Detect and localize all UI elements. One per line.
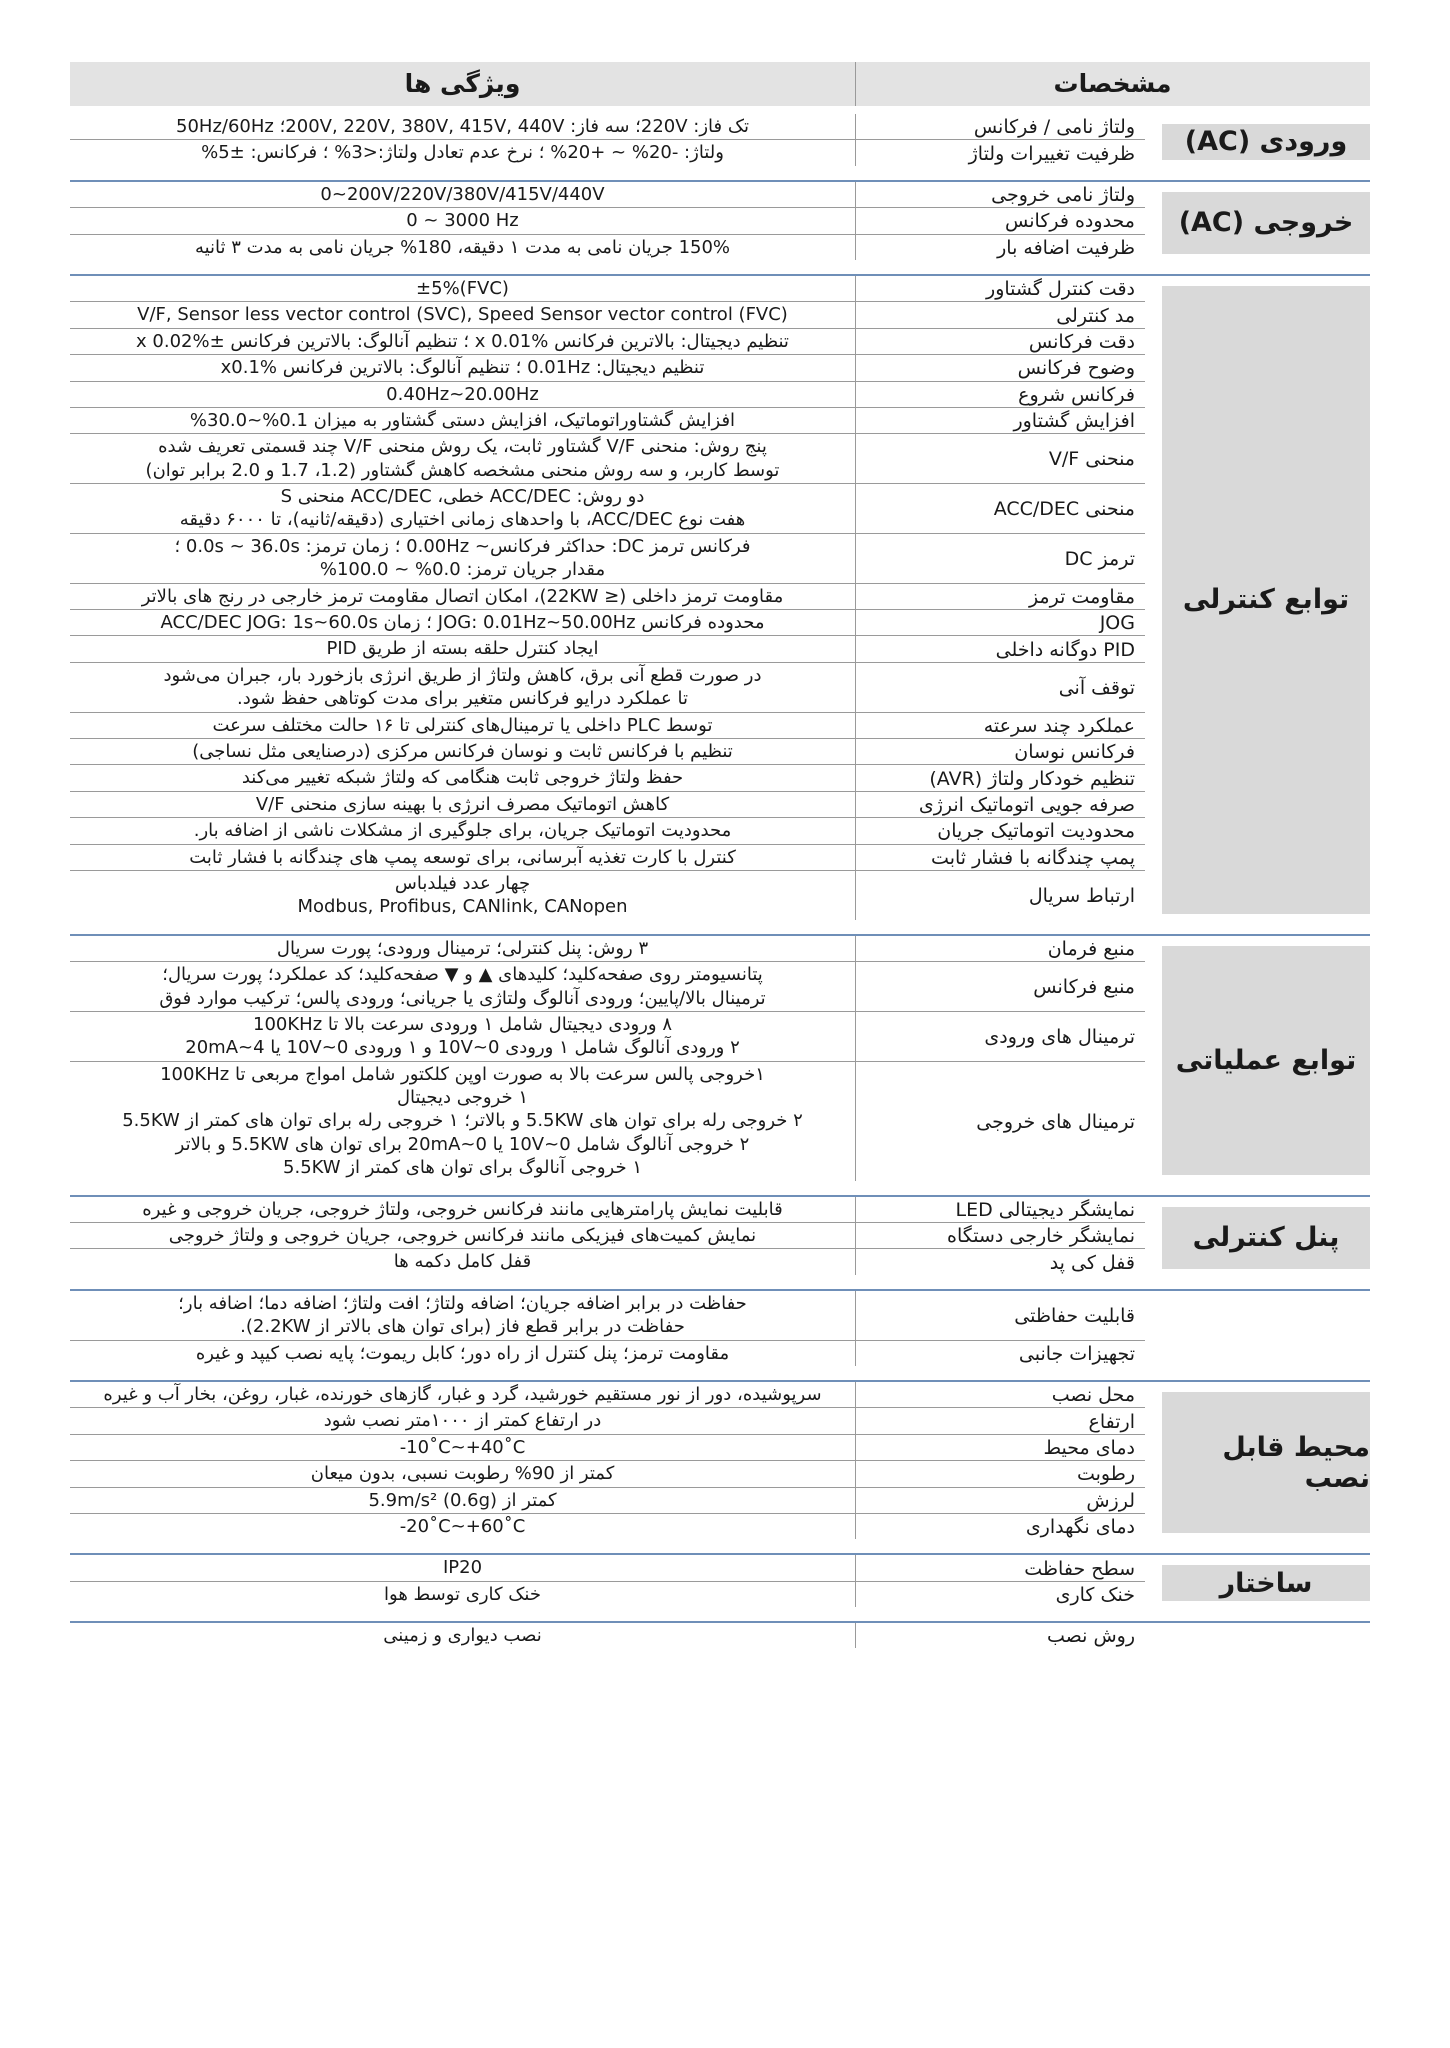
table-row <box>70 1555 1145 1581</box>
feature-line: -10˚C~+40˚C <box>399 1436 526 1458</box>
table-row <box>70 276 1145 302</box>
spec-label: ارتباط سریال <box>1028 884 1135 907</box>
table-row <box>70 114 1145 140</box>
feature-cell <box>70 302 855 327</box>
table-row <box>70 584 1145 610</box>
feature-line: تنظیم با فرکانس ثابت و نوسان فرکانس مرکزی (درصنایعی مثل نساجی) <box>192 740 733 762</box>
spec-label: فرکانس نوسان <box>1014 741 1135 764</box>
feature-cell <box>70 1488 855 1513</box>
table-row <box>70 355 1145 381</box>
section-rows <box>70 114 1145 166</box>
feature-cell <box>70 871 855 920</box>
feature-line: V/F, Sensor less vector control (SVC), Speed Sensor vector control (FVC) <box>137 304 788 326</box>
feature-line: ۱ خروجی آنالوگ برای توان های کمتر از 5.5KW <box>283 1157 642 1179</box>
feature-cell <box>70 208 855 233</box>
table-row <box>70 208 1145 234</box>
feature-cell <box>70 663 855 712</box>
feature-cell <box>70 1555 855 1580</box>
spec-label: توقف آنی <box>1058 676 1135 699</box>
feature-line: مقاومت ترمز داخلی (≤ 22KW)، امکان اتصال مقاومت ترمز خارجی در رنج های بالاتر <box>141 585 784 607</box>
feature-cell <box>70 636 855 661</box>
feature-cell <box>70 1197 855 1222</box>
section-title: پنل کنترلی <box>1162 1207 1370 1269</box>
sections-container <box>70 114 1370 1648</box>
table-row <box>70 610 1145 636</box>
spec-label: منحنی ACC/DEC <box>993 498 1135 521</box>
table-header <box>70 62 1370 106</box>
spec-label: روش نصب <box>1046 1625 1135 1648</box>
table-row <box>70 636 1145 662</box>
table-row <box>70 329 1145 355</box>
section-title: محیط قابل نصب <box>1162 1392 1370 1533</box>
section-title: خروجی (AC) <box>1162 192 1370 254</box>
feature-cell <box>70 1514 855 1539</box>
spec-label: نمایشگر دیجیتالی LED <box>955 1198 1135 1221</box>
feature-cell <box>70 936 855 961</box>
table-row <box>70 1461 1145 1487</box>
spec-label: ترمز DC <box>1064 547 1135 570</box>
feature-cell <box>70 1249 855 1274</box>
spec-label: محدودیت اتوماتیک جریان <box>937 820 1135 843</box>
feature-cell <box>70 962 855 1011</box>
table-row <box>70 962 1145 1012</box>
feature-cell <box>70 276 855 301</box>
table-row <box>70 1582 1145 1607</box>
feature-cell <box>70 408 855 433</box>
feature-line: ۳ روش: پنل کنترلی؛ ترمینال ورودی؛ پورت سریال <box>276 937 649 959</box>
table-row <box>70 1514 1145 1539</box>
feature-cell <box>70 1291 855 1340</box>
feature-line: ترمینال بالا/پایین؛ ورودی آنالوگ ولتاژی یا جریانی؛ ورودی پالس؛ ترکیب موارد فوق <box>159 987 766 1009</box>
table-row <box>70 382 1145 408</box>
feature-line: پتانسیومتر روی صفحه‌کلید؛ کلیدهای ▲ و ▼ صفحه‌کلید؛ کد عملکرد؛ پورت سریال؛ <box>162 964 763 986</box>
feature-line: خنک کاری توسط هوا <box>384 1583 541 1605</box>
spec-label: قابلیت حفاظتی <box>1014 1304 1135 1327</box>
feature-line: تک فاز: 220V؛ سه فاز: 200V, 220V, 380V, 415V, 440V؛ 50Hz/60Hz <box>176 116 749 137</box>
feature-line: کاهش اتوماتیک مصرف انرژی با بهینه سازی منحنی V/F <box>255 793 670 815</box>
feature-line: چهار عدد فیلدباس <box>394 872 531 894</box>
spec-table <box>70 62 1370 1662</box>
feature-cell <box>70 584 855 609</box>
feature-line: پنج روش: منحنی V/F گشتاور ثابت، یک روش منحنی V/F چند قسمتی تعریف شده <box>158 436 767 458</box>
feature-cell <box>70 355 855 380</box>
feature-line: هفت نوع ACC/DEC، با واحدهای زمانی اختیاری (دقیقه/ثانیه)، تا ۶۰۰۰ دقیقه <box>179 509 746 531</box>
table-row <box>70 1223 1145 1249</box>
spec-label: قفل کی پد <box>1049 1251 1135 1274</box>
table-row <box>70 663 1145 713</box>
feature-line: توسط PLC داخلی یا ترمینال‌های کنترلی تا ۱۶ حالت مختلف سرعت <box>212 714 713 736</box>
feature-cell <box>70 484 855 533</box>
feature-line: حفاظت در برابر قطع فاز (برای توان های بالاتر از 2.2KW). <box>240 1316 685 1338</box>
spec-label: سطح حفاظت <box>1024 1557 1135 1580</box>
feature-cell <box>70 792 855 817</box>
table-row <box>70 1435 1145 1461</box>
table-row <box>70 1062 1145 1181</box>
feature-line: 0~200V/220V/380V/415V/440V <box>320 183 605 205</box>
spec-label: ترمینال های ورودی <box>984 1025 1135 1048</box>
spec-label: پمپ چندگانه با فشار ثابت <box>931 846 1135 869</box>
feature-line: کنترل با کارت تغذیه آبرسانی، برای توسعه پمپ های چندگانه با فشار ثابت <box>189 846 736 868</box>
section <box>70 1621 1370 1648</box>
feature-line: قفل کامل دکمه ها <box>393 1251 532 1273</box>
section-title: توابع کنترلی <box>1162 286 1370 914</box>
feature-line: ۸ ورودی دیجیتال شامل ۱ ورودی سرعت بالا تا 100KHz <box>253 1013 672 1035</box>
feature-cell <box>70 140 855 165</box>
spec-label: محل نصب <box>1051 1384 1135 1407</box>
spec-label: دمای نگهداری <box>1025 1516 1135 1539</box>
section <box>70 1380 1370 1539</box>
feature-cell <box>70 1223 855 1248</box>
feature-line: 0.40Hz~20.00Hz <box>386 383 539 405</box>
section-title: توابع عملیاتی <box>1162 946 1370 1175</box>
section-rows <box>70 1623 1145 1648</box>
section-rows <box>70 1555 1145 1607</box>
table-row <box>70 434 1145 484</box>
feature-line: در صورت قطع آنی برق، کاهش ولتاژ از طریق انرژی بازخورد بار، جبران می‌شود <box>163 664 762 686</box>
spec-label: ترمینال های خروجی <box>976 1110 1135 1133</box>
section-rows <box>70 182 1145 260</box>
feature-line: تنظیم دیجیتال: بالاترین فرکانس x 0.01% ؛ تنظیم آنالوگ: بالاترین فرکانس x 0.02%± <box>136 330 789 352</box>
table-row <box>70 845 1145 871</box>
feature-cell <box>70 739 855 764</box>
table-row <box>70 182 1145 208</box>
feature-cell <box>70 1341 855 1366</box>
spec-label: ظرفیت اضافه بار <box>997 236 1135 259</box>
feature-line: کمتر از 90% رطوبت نسبی، بدون میعان <box>310 1463 615 1485</box>
section-title: ورودی (AC) <box>1162 124 1370 160</box>
spec-label: نمایشگر خارجی دستگاه <box>947 1225 1135 1248</box>
spec-label: منحنی V/F <box>1048 448 1135 471</box>
spec-label: تنظیم خودکار ولتاژ (AVR) <box>929 767 1135 790</box>
table-row <box>70 1623 1145 1648</box>
feature-line: محدودیت اتوماتیک جریان، برای جلوگیری از مشکلات ناشی از اضافه بار. <box>193 820 732 842</box>
feature-line: ۱ خروجی دیجیتال <box>396 1087 529 1109</box>
section-title: ساختار <box>1162 1565 1370 1601</box>
feature-cell <box>70 1012 855 1061</box>
spec-label: ولتاژ نامی خروجی <box>991 184 1135 207</box>
feature-line: کمتر از 5.9m/s² (0.6g) <box>368 1489 557 1511</box>
feature-cell <box>70 765 855 790</box>
feature-line: ولتاژ: -20% ~ +20% ؛ نرخ عدم تعادل ولتاژ:<3% ؛ فرکانس: ±5% <box>201 142 724 164</box>
feature-line: ۲ ورودی آنالوگ شامل ۱ ورودی 0~10V و ۱ ورودی 0~10V یا 4~20mA <box>185 1037 740 1059</box>
feature-line: ۲ خروجی آنالوگ شامل 0~10V یا 0~20mA برای توان های 5.5KW و بالاتر <box>175 1133 750 1155</box>
section <box>70 1195 1370 1275</box>
feature-line: حفاظت در برابر اضافه جریان؛ اضافه ولتاژ؛ افت ولتاژ؛ اضافه دما؛ اضافه بار؛ <box>178 1292 747 1314</box>
table-row <box>70 1291 1145 1341</box>
spec-label: محدوده فرکانس <box>1005 210 1135 233</box>
feature-line: سرپوشیده، دور از نور مستقیم خورشید، گرد و غبار، گازهای خورنده، غبار، روغن، بخار آب و غیره <box>103 1383 822 1405</box>
table-row <box>70 1012 1145 1062</box>
spec-label: ولتاژ نامی / فرکانس <box>973 116 1135 139</box>
feature-cell <box>70 1623 855 1648</box>
feature-cell <box>70 382 855 407</box>
section <box>70 274 1370 920</box>
feature-line: ایجاد کنترل حلقه بسته از طریق PID <box>326 638 599 660</box>
feature-cell <box>70 610 855 635</box>
table-row <box>70 302 1145 328</box>
feature-line: در ارتفاع کمتر از ۱۰۰۰متر نصب شود <box>323 1410 602 1432</box>
section-rows <box>70 1291 1145 1366</box>
table-row <box>70 534 1145 584</box>
feature-line: تنظیم دیجیتال: 0.01Hz ؛ تنظیم آنالوگ: بالاترین فرکانس x0.1% <box>220 357 705 379</box>
table-row <box>70 739 1145 765</box>
feature-cell <box>70 182 855 207</box>
feature-line: مقدار جریان ترمز: 0.0% ~ 100.0% <box>319 559 606 581</box>
feature-cell <box>70 235 855 260</box>
table-row <box>70 1341 1145 1366</box>
specs-column-header: مشخصات <box>1053 69 1172 98</box>
feature-cell <box>70 1062 855 1181</box>
feature-line: نصب دیواری و زمینی <box>383 1625 542 1647</box>
table-row <box>70 871 1145 920</box>
feature-line: 150% جریان نامی به مدت ۱ دقیقه، 180% جریان نامی به مدت ۳ ثانیه <box>194 236 731 258</box>
table-row <box>70 140 1145 165</box>
feature-line: افزایش گشتاوراتوماتیک، افزایش دستی گشتاور به میزان 0.1%~30.0% <box>189 409 736 431</box>
feature-cell <box>70 434 855 483</box>
feature-line: دو روش: ACC/DEC خطی، ACC/DEC منحنی S <box>280 486 645 508</box>
table-row <box>70 818 1145 844</box>
section <box>70 180 1370 260</box>
section-rows <box>70 936 1145 1181</box>
feature-line: 0 ~ 3000 Hz <box>406 210 519 232</box>
section <box>70 934 1370 1181</box>
spec-label: ارتفاع <box>1088 1410 1135 1433</box>
section-rows <box>70 1197 1145 1275</box>
table-row <box>70 1197 1145 1223</box>
feature-line: Modbus, Profibus, CANlink, CANopen <box>297 896 628 918</box>
feature-cell <box>70 1435 855 1460</box>
section <box>70 1289 1370 1366</box>
spec-label: تجهیزات جانبی <box>1018 1342 1135 1365</box>
spec-label: خنک کاری <box>1055 1584 1135 1606</box>
feature-line: IP20 <box>442 1557 483 1579</box>
feature-cell <box>70 114 855 139</box>
spec-label: صرفه جویی اتوماتیک انرژی <box>918 794 1135 817</box>
feature-line: -20˚C~+60˚C <box>399 1515 526 1537</box>
spec-label: ظرفیت تغییرات ولتاژ <box>968 142 1135 165</box>
feature-line: توسط کاربر، و سه روش منحنی مشخصه کاهش گشتاور (1.2، 1.7 و 2.0 برابر توان) <box>145 459 780 481</box>
section <box>70 114 1370 166</box>
table-row <box>70 1408 1145 1434</box>
spec-label: دقت فرکانس <box>1028 331 1135 354</box>
feature-cell <box>70 1461 855 1486</box>
spec-label: PID دوگانه داخلی <box>995 638 1135 661</box>
table-row <box>70 1249 1145 1274</box>
spec-label: دمای محیط <box>1043 1437 1135 1460</box>
spec-label: مد کنترلی <box>1056 304 1135 327</box>
feature-line: نمایش کمیت‌های فیزیکی مانند فرکانس خروجی، جریان خروجی و ولتاژ خروجی <box>168 1225 757 1247</box>
spec-label: منبع فرکانس <box>1033 976 1135 999</box>
feature-line: قابلیت نمایش پارامترهایی مانند فرکانس خروجی، ولتاژ خروجی، جریان خروجی و غیره <box>142 1198 783 1220</box>
feature-cell <box>70 1408 855 1433</box>
feature-cell <box>70 713 855 738</box>
feature-line: ۱خروجی پالس سرعت بالا به صورت اوپن کلکتور شامل امواج مربعی تا 100KHz <box>160 1063 765 1085</box>
table-row <box>70 765 1145 791</box>
spec-label: رطوبت <box>1076 1463 1135 1486</box>
spec-label: منبع فرمان <box>1047 938 1135 961</box>
feature-line: مقاومت ترمز؛ پنل کنترل از راه دور؛ کابل ریموت؛ پایه نصب کیپد و غیره <box>195 1342 730 1364</box>
table-row <box>70 408 1145 434</box>
table-row <box>70 936 1145 962</box>
section-rows <box>70 276 1145 920</box>
feature-line: ±5%(FVC) <box>416 277 509 299</box>
feature-line: فرکانس ترمز DC: حداکثر فرکانس~ 0.00Hz ؛ زمان ترمز: 0.0s ~ 36.0s ؛ <box>174 535 751 557</box>
table-row <box>70 484 1145 534</box>
spec-label: عملکرد چند سرعته <box>983 714 1135 737</box>
section <box>70 1553 1370 1607</box>
feature-line: تا عملکرد درایو فرکانس متغیر برای مدت کوتاهی حفظ شود. <box>236 688 689 710</box>
feature-cell <box>70 1582 855 1607</box>
feature-cell <box>70 329 855 354</box>
table-row <box>70 235 1145 260</box>
table-row <box>70 713 1145 739</box>
feature-cell <box>70 1382 855 1407</box>
feature-cell <box>70 534 855 583</box>
feature-line: محدوده فرکانس JOG: 0.01Hz~50.00Hz ؛ زمان ACC/DEC JOG: 1s~60.0s <box>160 612 765 634</box>
table-row <box>70 1382 1145 1408</box>
spec-label: دقت کنترل گشتاور <box>986 278 1135 301</box>
spec-label: فرکانس شروع <box>1018 383 1135 406</box>
spec-label: لرزش <box>1086 1489 1135 1512</box>
spec-label: وضوح فرکانس <box>1017 357 1135 380</box>
feature-cell <box>70 845 855 870</box>
feature-cell <box>70 818 855 843</box>
spec-label: JOG <box>1099 612 1135 635</box>
table-row <box>70 792 1145 818</box>
section-rows <box>70 1382 1145 1539</box>
spec-label: افزایش گشتاور <box>1013 410 1135 433</box>
feature-line: حفظ ولتاژ خروجی ثابت هنگامی که ولتاژ شبکه تغییر می‌کند <box>241 767 684 789</box>
table-row <box>70 1488 1145 1514</box>
features-column-header: ویژگی ها <box>70 62 856 106</box>
spec-label: مقاومت ترمز <box>1028 585 1135 608</box>
feature-line: ۲ خروجی رله برای توان های 5.5KW و بالاتر؛ ۱ خروجی رله برای توان های کمتر از 5.5KW <box>122 1110 803 1132</box>
